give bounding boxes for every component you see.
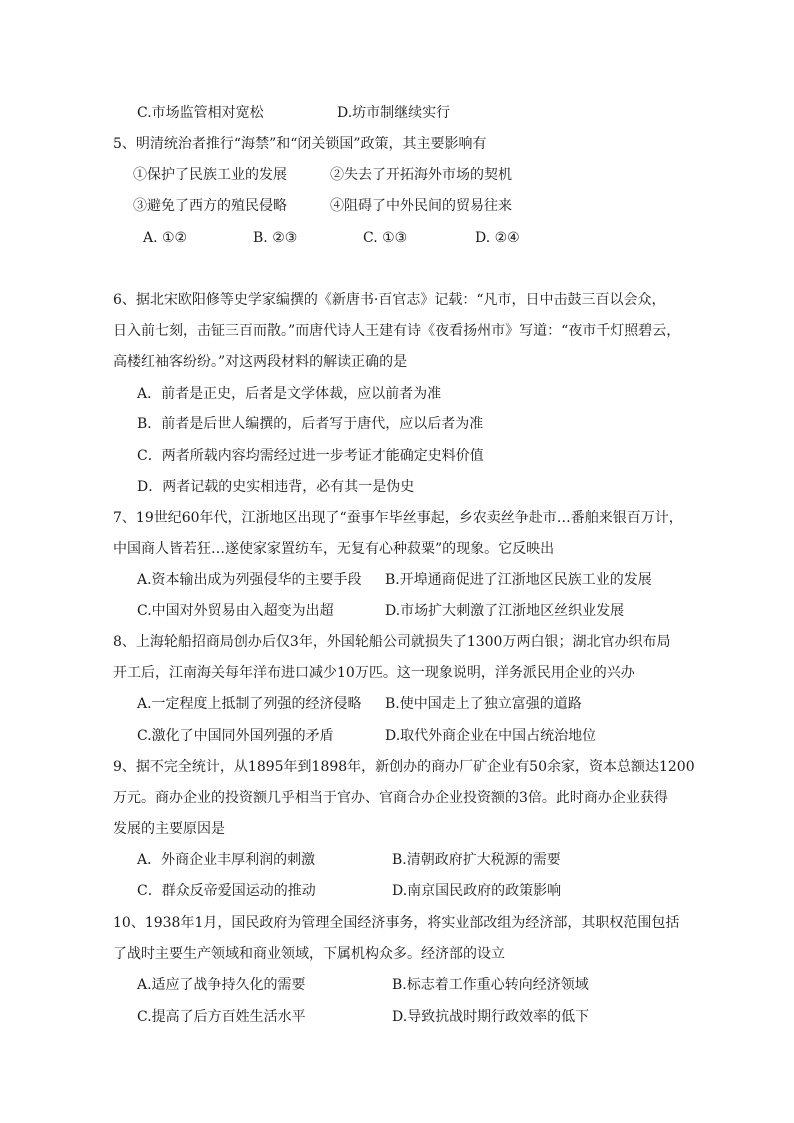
question-stem-line: 高楼红袖客纷纷。”对这两段材料的解读正确的是 [113, 354, 408, 370]
option-d: D.市场扩大刺激了江浙地区丝织业发展 [385, 603, 625, 619]
question-stem: 5、明清统治者推行“海禁”和“闭关锁国”政策，其主要影响有 [113, 136, 487, 152]
question-stem-line: 日入前七刻，击钲三百而散。”而唐代诗人王建有诗《夜看扬州市》写道：“夜市千灯照碧云， [113, 323, 681, 339]
statement-1: ①保护了民族工业的发展 [133, 167, 287, 183]
option-a: A．外商企业丰厚利润的刺激 [137, 852, 316, 868]
option-c: C.提高了后方百姓生活水平 [137, 1009, 306, 1025]
question-stem-line: 开工后，江南海关每年洋布进口减少10万匹。这一现象说明，洋务派民用企业的兴办 [113, 665, 635, 681]
option-a: A.资本输出成为列强侵华的主要手段 [137, 572, 362, 588]
option-c: C.市场监管相对宽松 [137, 105, 264, 121]
option-c: C．两者所载内容均需经过进一步考证才能确定史料价值 [137, 448, 484, 464]
option-b: B.开埠通商促进了江浙地区民族工业的发展 [385, 572, 652, 588]
statement-2: ②失去了开拓海外市场的契机 [330, 167, 512, 183]
option-a: A．前者是正史，后者是文学体裁，应以前者为准 [137, 386, 442, 402]
option-a: A.一定程度上抵制了列强的经济侵略 [137, 696, 362, 712]
option-c: C.中国对外贸易由入超变为出超 [137, 603, 334, 619]
question-stem-line: 7、19世纪60年代，江浙地区出现了“蚕事乍毕丝事起，乡农卖丝争赴市…番舶来银百万计， [113, 510, 683, 526]
option-b: B.使中国走上了独立富强的道路 [385, 696, 582, 712]
option-d: D. ②④ [475, 230, 520, 246]
question-stem-line: 了战时主要生产领域和商业领域，下属机构众多。经济部的设立 [113, 946, 505, 962]
option-d: D.坊市制继续实行 [337, 105, 451, 121]
option-d: D.取代外商企业在中国占统治地位 [385, 728, 597, 744]
option-d: D.南京国民政府的政策影响 [392, 883, 562, 899]
option-d: D.导致抗战时期行政效率的低下 [392, 1009, 590, 1025]
question-stem-line: 发展的主要原因是 [113, 821, 225, 837]
statement-3: ③避免了西方的殖民侵略 [133, 198, 287, 214]
question-stem-line: 万元。商办企业的投资额几乎相当于官办、官商合办企业投资额的3倍。此时商办企业获得 [113, 790, 668, 806]
option-b: B. ②③ [253, 230, 298, 246]
option-b: B.清朝政府扩大税源的需要 [392, 852, 561, 868]
question-stem-line: 6、据北宋欧阳修等史学家编撰的《新唐书·百官志》记载：“凡市，日中击鼓三百以会众， [113, 292, 666, 308]
option-b: B.标志着工作重心转向经济领域 [392, 977, 589, 993]
statement-4: ④阻碍了中外民间的贸易往来 [330, 198, 512, 214]
question-stem-line: 10、1938年1月，国民政府为管理全国经济事务，将实业部改组为经济部，其职权范围包括 [113, 915, 680, 931]
option-d: D．两者记载的史实相违背，必有其一是伪史 [137, 479, 415, 495]
question-stem-line: 9、据不完全统计，从1895年到1898年，新创办的商办厂矿企业有50余家，资本总额达1200 [113, 759, 695, 775]
option-a: A. ①② [143, 230, 188, 246]
option-c: C．群众反帝爱国运动的推动 [137, 883, 316, 899]
option-c: C.激化了中国同外国列强的矛盾 [137, 728, 334, 744]
option-a: A.适应了战争持久化的需要 [137, 977, 306, 993]
question-stem-line: 中国商人皆若狂…遂使家家置纺车，无复有心种菽粟”的现象。它反映出 [113, 541, 555, 557]
option-c: C. ①③ [363, 230, 408, 246]
option-b: B．前者是后世人编撰的，后者写于唐代，应以后者为准 [137, 416, 484, 432]
question-stem-line: 8、上海轮船招商局创办后仅3年，外国轮船公司就损失了1300万两白银；湖北官办织布局 [113, 634, 671, 650]
